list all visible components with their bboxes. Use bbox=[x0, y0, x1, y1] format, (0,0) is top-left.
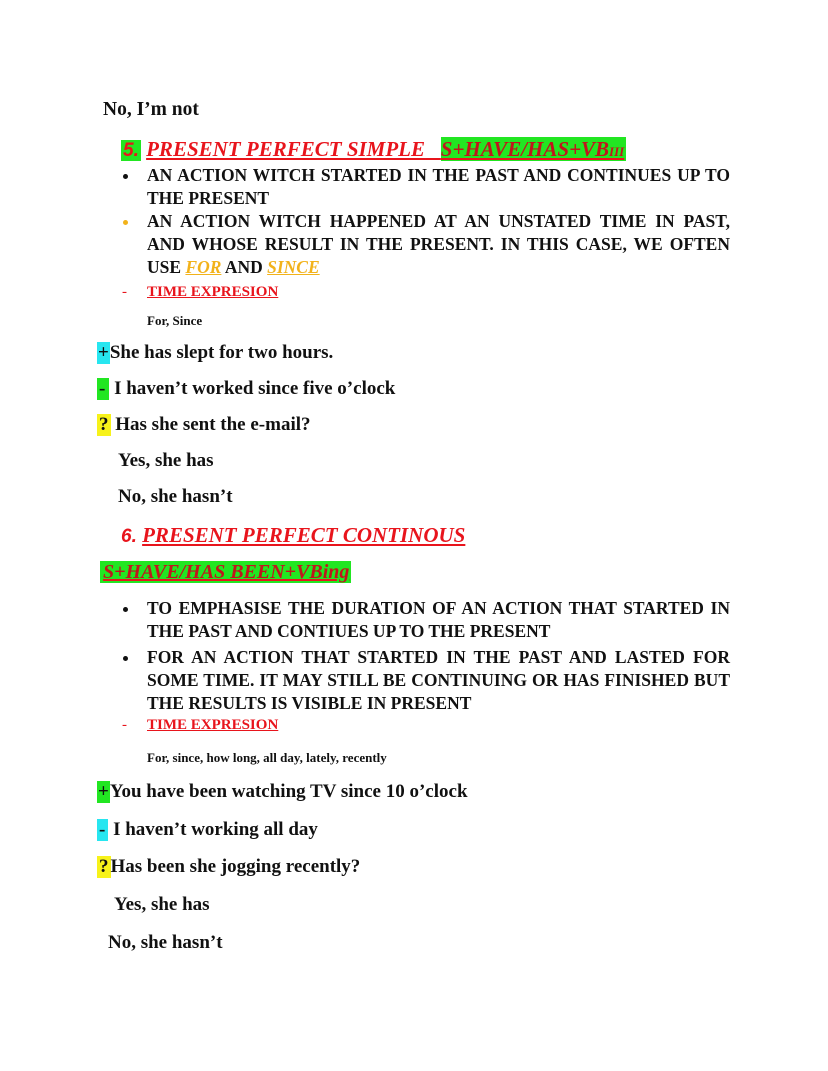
section6-title: PRESENT PERFECT CONTINOUS bbox=[142, 523, 466, 547]
section5-title: PRESENT PERFECT SIMPLE bbox=[146, 137, 426, 161]
section6-question-example: ? Has been she jogging recently? bbox=[99, 856, 361, 877]
section5-time-expression-label: TIME EXPRESION bbox=[147, 284, 279, 300]
section6-number: 6. bbox=[121, 526, 137, 547]
minus-icon: - bbox=[97, 378, 109, 400]
section6-bullet-1: TO EMPHASISE THE DURATION OF AN ACTION THAT STARTED IN THE PAST AND CONTIUES UP TO THE PRESENT bbox=[147, 598, 730, 641]
section5-formula: S+HAVE/HAS+VBIII bbox=[440, 137, 625, 161]
keyword-for: FOR bbox=[185, 257, 222, 277]
question-icon: ? bbox=[99, 856, 109, 877]
section5-heading bbox=[121, 136, 626, 165]
section5-positive-example: +She has slept for two hours. bbox=[98, 342, 334, 363]
section5-negative-example: - I haven’t worked since five o’clock bbox=[99, 378, 396, 399]
section5-question-example: ? Has she sent the e-mail? bbox=[99, 414, 311, 435]
keyword-since: SINCE bbox=[267, 257, 320, 277]
bullet-icon bbox=[123, 174, 128, 179]
intro-answer-no: No, I’m not bbox=[103, 99, 199, 120]
section5-bullet-2: AN ACTION WITCH HAPPENED AT AN UNSTATED TIME IN PAST, AND WHOSE RESULT IN THE PRESENT. IN THIS CASE, WE OFTEN USE FOR AND SINCE bbox=[147, 211, 730, 277]
section5-bullet-1: AN ACTION WITCH STARTED IN THE PAST AND CONTINUES UP TO THE PRESENT bbox=[147, 165, 730, 208]
section6-negative-example: - I haven’t working all day bbox=[99, 819, 318, 840]
section6-heading bbox=[121, 522, 465, 550]
plus-icon: + bbox=[98, 342, 109, 363]
section6-answer-yes: Yes, she has bbox=[114, 894, 210, 915]
section6-formula-line bbox=[100, 560, 351, 585]
minus-icon: - bbox=[97, 819, 108, 841]
section6-time-expressions: For, since, how long, all day, lately, recently bbox=[147, 750, 387, 765]
section5-answer-no: No, she hasn’t bbox=[118, 486, 233, 507]
dash-icon: - bbox=[122, 284, 127, 300]
section5-number: 5. bbox=[123, 140, 139, 161]
section5-answer-yes: Yes, she has bbox=[118, 450, 214, 471]
section6-positive-example: +You have been watching TV since 10 o’clock bbox=[98, 781, 468, 802]
section6-bullet-2: FOR AN ACTION THAT STARTED IN THE PAST AND LASTED FOR SOME TIME. IT MAY STILL BE CONTINUING OR HAS FINISHED BUT THE RESULTS IS VISIBLE IN PRESENT bbox=[147, 647, 730, 713]
plus-icon: + bbox=[98, 781, 109, 802]
bullet-icon bbox=[123, 607, 128, 612]
dash-icon: - bbox=[122, 717, 127, 733]
section6-formula: S+HAVE/HAS BEEN+VBing bbox=[100, 561, 351, 583]
section6-time-expression-label: TIME EXPRESION bbox=[147, 717, 279, 733]
question-icon: ? bbox=[99, 414, 109, 435]
bullet-icon bbox=[123, 220, 128, 225]
section5-time-expressions: For, Since bbox=[147, 313, 203, 328]
section6-answer-no: No, she hasn’t bbox=[108, 932, 223, 953]
bullet-icon bbox=[123, 656, 128, 661]
